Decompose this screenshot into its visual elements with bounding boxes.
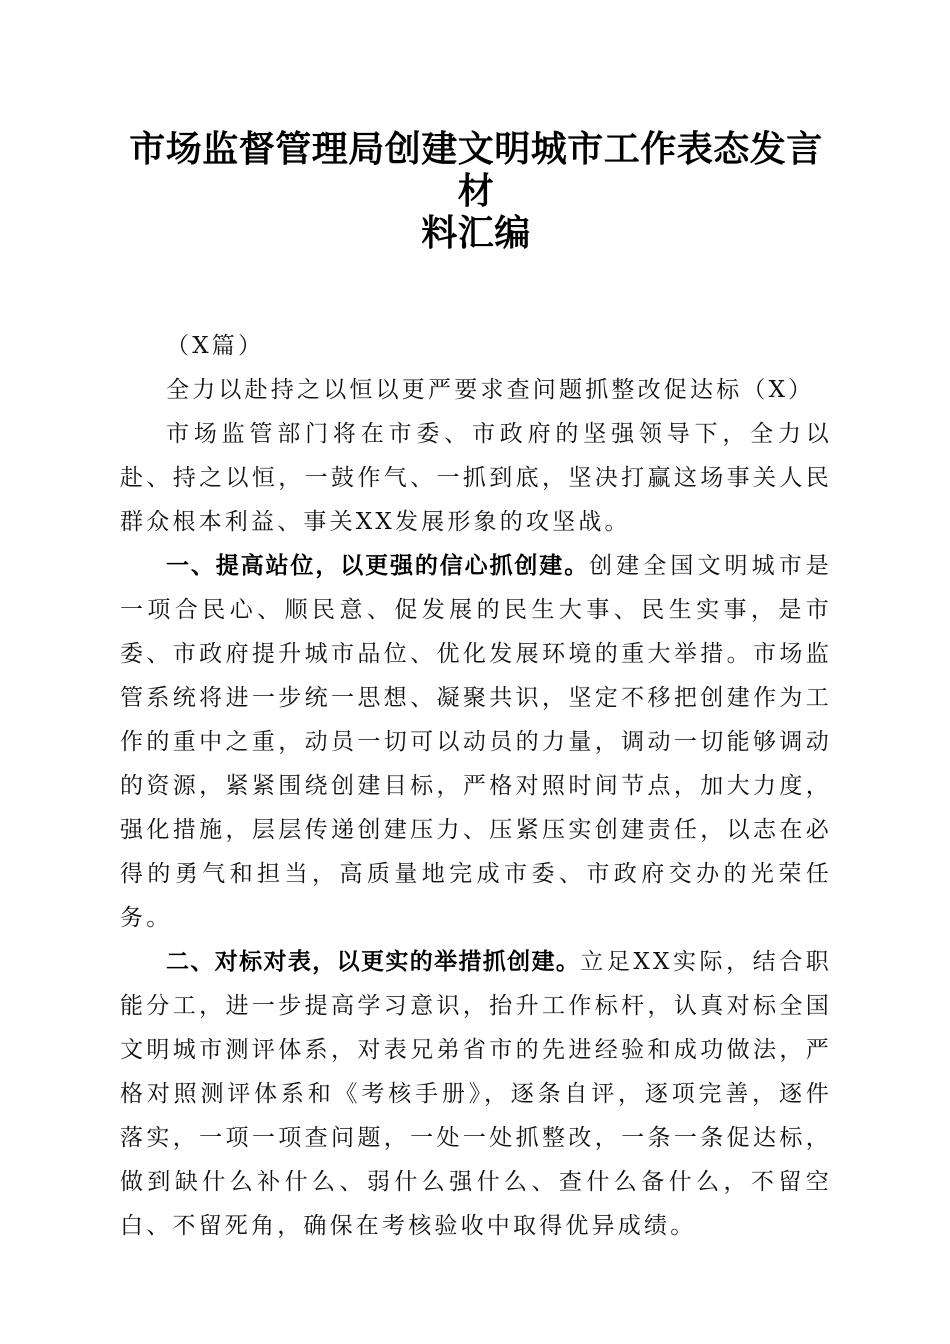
title-line-2: 料汇编: [421, 212, 531, 254]
document-title: [120, 128, 832, 254]
paragraph-point-2-text: 立足XX实际，结合职能分工，进一步提高学习意识，抬升工作标杆，认真对标全国文明城市测评体系，对表兄弟省市的先进经验和成功做法，严格对照测评体系和《考核手册》，逐条自评，逐项完善，逐件落实，一项一项查问题，一处一处抓整改，一条一条促达标，做到缺什么补什么、弱什么强什么、查什么备什么，不留空白、不留死角，确保在考核验收中取得优异成绩。: [120, 949, 833, 1239]
paragraph-intro: [120, 412, 832, 544]
part-label: （X篇）: [166, 333, 265, 359]
paragraph-point-1: [120, 544, 832, 940]
paragraph-point-2-heading: 二、对标对表，以更实的举措抓创建。: [166, 949, 581, 975]
title-line-1: 市场监督管理局创建文明城市工作表态发言材: [129, 128, 823, 212]
document-body: [120, 324, 832, 1248]
paragraph-intro-text: 市场监管部门将在市委、市政府的坚强领导下，全力以赴、持之以恒，一鼓作气、一抓到底，坚决打赢这场事关人民群众根本利益、事关XX发展形象的攻坚战。: [120, 421, 832, 535]
paragraph-point-2: [120, 940, 832, 1248]
paragraph-point-1-heading: 一、提高站位，以更强的信心抓创建。: [166, 553, 590, 579]
section-subtitle: 全力以赴持之以恒以更严要求查问题抓整改促达标（X）: [166, 377, 815, 403]
paragraph-point-1-text: 创建全国文明城市是一项合民心、顺民意、促发展的民生大事、民生实事，是市委、市政府提升城市品位、优化发展环境的重大举措。市场监管系统将进一步统一思想、凝聚共识，坚定不移把创建作为工作的重中之重，动员一切可以动员的力量，调动一切能够调动的资源，紧紧围绕创建目标，严格对照时间节点，加大力度，强化措施，层层传递创建压力、压紧压实创建责任，以志在必得的勇气和担当，高质量地完成市委、市政府交办的光荣任务。: [120, 553, 832, 931]
